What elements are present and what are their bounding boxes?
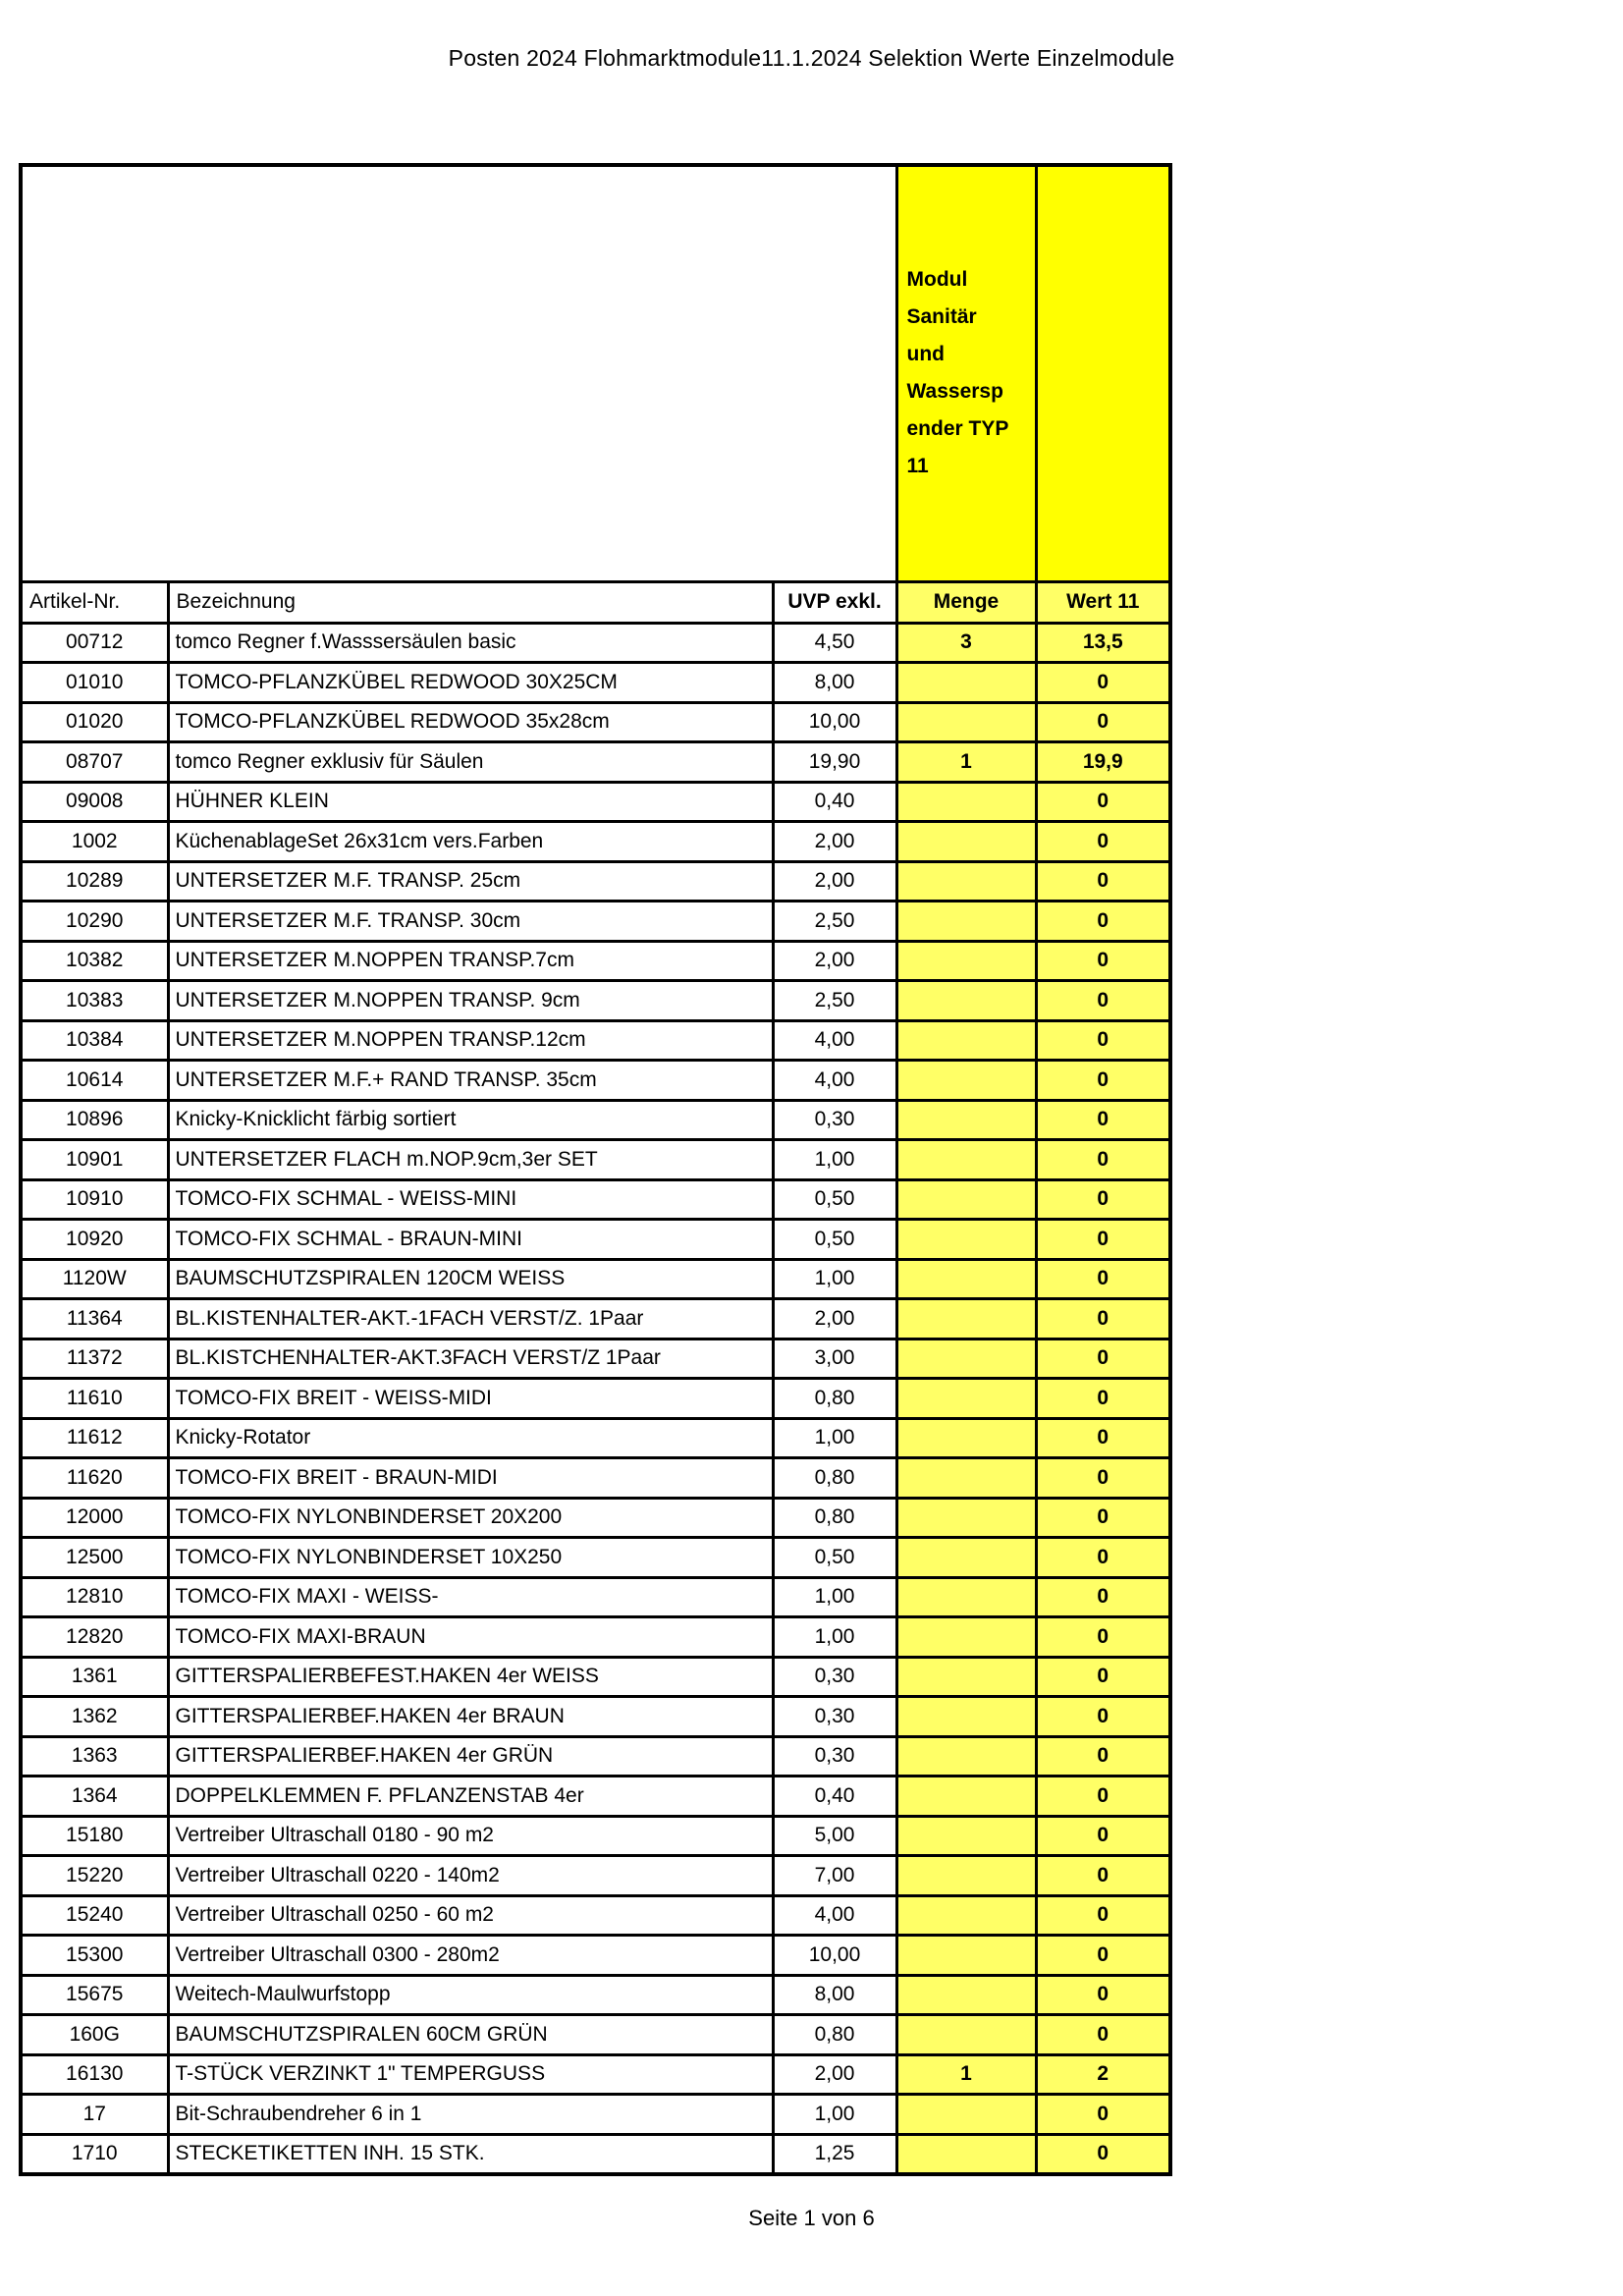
cell-uvp: 2,50 <box>773 902 896 942</box>
cell-artikel: 15675 <box>21 1975 168 2015</box>
cell-uvp: 10,00 <box>773 702 896 742</box>
cell-uvp: 0,30 <box>773 1697 896 1737</box>
cell-menge <box>896 861 1036 902</box>
col-header-wert: Wert 11 <box>1036 581 1170 623</box>
cell-bezeichnung: UNTERSETZER FLACH m.NOP.9cm,3er SET <box>168 1140 773 1180</box>
cell-bezeichnung: Knicky-Knicklicht färbig sortiert <box>168 1100 773 1140</box>
cell-menge <box>896 1577 1036 1617</box>
table-row <box>21 1498 1170 1538</box>
table-row <box>21 1736 1170 1777</box>
table-row <box>21 981 1170 1021</box>
cell-artikel: 1362 <box>21 1697 168 1737</box>
table-row <box>21 742 1170 783</box>
cell-bezeichnung: UNTERSETZER M.NOPPEN TRANSP.7cm <box>168 941 773 981</box>
cell-uvp: 1,00 <box>773 1140 896 1180</box>
cell-wert: 0 <box>1036 1140 1170 1180</box>
cell-menge <box>896 1816 1036 1856</box>
table-row <box>21 941 1170 981</box>
cell-wert: 0 <box>1036 1895 1170 1936</box>
table-row <box>21 1975 1170 2015</box>
module-header-line: Sanitär <box>906 305 977 329</box>
module-header-cell <box>896 165 1036 581</box>
cell-menge: 1 <box>896 2054 1036 2095</box>
cell-wert: 13,5 <box>1036 623 1170 663</box>
module-header-line: Wassersp <box>906 380 1003 404</box>
cell-artikel: 10901 <box>21 1140 168 1180</box>
cell-artikel: 1364 <box>21 1777 168 1817</box>
cell-wert: 0 <box>1036 1100 1170 1140</box>
cell-artikel: 10910 <box>21 1179 168 1220</box>
cell-wert: 0 <box>1036 1856 1170 1896</box>
table-row <box>21 1061 1170 1101</box>
cell-wert: 0 <box>1036 981 1170 1021</box>
table-row <box>21 1816 1170 1856</box>
cell-artikel: 1002 <box>21 822 168 862</box>
table-row <box>21 623 1170 663</box>
cell-bezeichnung: TOMCO-FIX NYLONBINDERSET 20X200 <box>168 1498 773 1538</box>
cell-uvp: 1,25 <box>773 2134 896 2174</box>
cell-uvp: 2,00 <box>773 941 896 981</box>
cell-artikel: 00712 <box>21 623 168 663</box>
table-row <box>21 1259 1170 1299</box>
cell-artikel: 10920 <box>21 1220 168 1260</box>
cell-artikel: 12500 <box>21 1538 168 1578</box>
cell-menge <box>896 1538 1036 1578</box>
cell-bezeichnung: TOMCO-FIX MAXI-BRAUN <box>168 1617 773 1658</box>
document-title: Posten 2024 Flohmarktmodule11.1.2024 Selektion Werte Einzelmodule <box>448 45 1175 71</box>
cell-wert: 0 <box>1036 1299 1170 1339</box>
cell-uvp: 0,80 <box>773 1458 896 1499</box>
cell-uvp: 0,30 <box>773 1100 896 1140</box>
cell-uvp: 0,80 <box>773 1379 896 1419</box>
cell-uvp: 0,40 <box>773 1777 896 1817</box>
module-band-row <box>21 165 1170 581</box>
cell-bezeichnung: T-STÜCK VERZINKT 1" TEMPERGUSS <box>168 2054 773 2095</box>
column-header-row <box>21 581 1170 623</box>
table-row <box>21 1418 1170 1458</box>
cell-menge: 1 <box>896 742 1036 783</box>
cell-artikel: 10382 <box>21 941 168 981</box>
table-row <box>21 1458 1170 1499</box>
cell-menge <box>896 1697 1036 1737</box>
cell-uvp: 2,00 <box>773 822 896 862</box>
cell-uvp: 0,80 <box>773 2015 896 2055</box>
cell-artikel: 1363 <box>21 1736 168 1777</box>
table-row <box>21 1020 1170 1061</box>
cell-menge <box>896 663 1036 703</box>
cell-menge <box>896 2095 1036 2135</box>
cell-wert: 0 <box>1036 1458 1170 1499</box>
cell-bezeichnung: Vertreiber Ultraschall 0250 - 60 m2 <box>168 1895 773 1936</box>
cell-artikel: 10896 <box>21 1100 168 1140</box>
cell-artikel: 15240 <box>21 1895 168 1936</box>
cell-bezeichnung: TOMCO-FIX SCHMAL - WEISS-MINI <box>168 1179 773 1220</box>
cell-artikel: 09008 <box>21 782 168 822</box>
table-row <box>21 1577 1170 1617</box>
cell-uvp: 4,00 <box>773 1895 896 1936</box>
cell-menge <box>896 702 1036 742</box>
table-row <box>21 2134 1170 2174</box>
cell-uvp: 19,90 <box>773 742 896 783</box>
table-row <box>21 2015 1170 2055</box>
cell-bezeichnung: tomco Regner f.Wasssersäulen basic <box>168 623 773 663</box>
cell-artikel: 12000 <box>21 1498 168 1538</box>
cell-bezeichnung: Knicky-Rotator <box>168 1418 773 1458</box>
table-row <box>21 1538 1170 1578</box>
cell-artikel: 1120W <box>21 1259 168 1299</box>
table-row <box>21 1100 1170 1140</box>
module-header-text <box>899 261 1034 485</box>
cell-menge <box>896 1061 1036 1101</box>
table-row <box>21 822 1170 862</box>
cell-artikel: 11364 <box>21 1299 168 1339</box>
cell-bezeichnung: KüchenablageSet 26x31cm vers.Farben <box>168 822 773 862</box>
cell-bezeichnung: TOMCO-FIX SCHMAL - BRAUN-MINI <box>168 1220 773 1260</box>
cell-uvp: 1,00 <box>773 1259 896 1299</box>
cell-artikel: 11372 <box>21 1339 168 1379</box>
table-row <box>21 1697 1170 1737</box>
cell-wert: 2 <box>1036 2054 1170 2095</box>
cell-artikel: 01010 <box>21 663 168 703</box>
cell-bezeichnung: GITTERSPALIERBEF.HAKEN 4er GRÜN <box>168 1736 773 1777</box>
cell-wert: 0 <box>1036 861 1170 902</box>
cell-artikel: 10614 <box>21 1061 168 1101</box>
cell-wert: 0 <box>1036 782 1170 822</box>
cell-wert: 0 <box>1036 1657 1170 1697</box>
cell-uvp: 2,00 <box>773 861 896 902</box>
cell-artikel: 10384 <box>21 1020 168 1061</box>
table-row <box>21 1777 1170 1817</box>
cell-bezeichnung: UNTERSETZER M.NOPPEN TRANSP. 9cm <box>168 981 773 1021</box>
cell-uvp: 1,00 <box>773 2095 896 2135</box>
col-header-artikel: Artikel-Nr. <box>21 581 168 623</box>
cell-wert: 0 <box>1036 1179 1170 1220</box>
module-header-line: ender TYP <box>906 417 1009 441</box>
cell-menge <box>896 1895 1036 1936</box>
cell-wert: 0 <box>1036 2134 1170 2174</box>
cell-wert: 0 <box>1036 1020 1170 1061</box>
cell-wert: 0 <box>1036 1816 1170 1856</box>
cell-wert: 0 <box>1036 902 1170 942</box>
cell-uvp: 4,00 <box>773 1061 896 1101</box>
cell-bezeichnung: Vertreiber Ultraschall 0220 - 140m2 <box>168 1856 773 1896</box>
cell-wert: 0 <box>1036 822 1170 862</box>
cell-menge <box>896 1259 1036 1299</box>
cell-bezeichnung: UNTERSETZER M.F. TRANSP. 30cm <box>168 902 773 942</box>
cell-bezeichnung: HÜHNER KLEIN <box>168 782 773 822</box>
cell-artikel: 10290 <box>21 902 168 942</box>
table-row <box>21 1220 1170 1260</box>
table-row <box>21 1379 1170 1419</box>
cell-artikel: 12820 <box>21 1617 168 1658</box>
cell-artikel: 11612 <box>21 1418 168 1458</box>
cell-uvp: 7,00 <box>773 1856 896 1896</box>
table-row <box>21 663 1170 703</box>
table-row <box>21 1140 1170 1180</box>
cell-bezeichnung: BL.KISTCHENHALTER-AKT.3FACH VERST/Z 1Paar <box>168 1339 773 1379</box>
cell-uvp: 3,00 <box>773 1339 896 1379</box>
cell-artikel: 01020 <box>21 702 168 742</box>
table-row <box>21 1936 1170 1976</box>
cell-uvp: 5,00 <box>773 1816 896 1856</box>
module-band-empty-cell <box>21 165 896 581</box>
inventory-table <box>19 163 1172 2176</box>
cell-uvp: 4,50 <box>773 623 896 663</box>
table-row <box>21 1339 1170 1379</box>
table-row <box>21 1299 1170 1339</box>
cell-menge <box>896 2134 1036 2174</box>
cell-uvp: 0,40 <box>773 782 896 822</box>
cell-uvp: 2,50 <box>773 981 896 1021</box>
cell-uvp: 2,00 <box>773 1299 896 1339</box>
cell-bezeichnung: Weitech-Maulwurfstopp <box>168 1975 773 2015</box>
cell-wert: 0 <box>1036 1339 1170 1379</box>
cell-menge <box>896 1179 1036 1220</box>
cell-menge <box>896 1856 1036 1896</box>
table-row <box>21 782 1170 822</box>
cell-artikel: 10383 <box>21 981 168 1021</box>
cell-menge <box>896 1299 1036 1339</box>
cell-bezeichnung: BAUMSCHUTZSPIRALEN 120CM WEISS <box>168 1259 773 1299</box>
cell-menge <box>896 902 1036 942</box>
cell-menge <box>896 1379 1036 1419</box>
cell-wert: 19,9 <box>1036 742 1170 783</box>
cell-artikel: 12810 <box>21 1577 168 1617</box>
cell-uvp: 2,00 <box>773 2054 896 2095</box>
cell-bezeichnung: UNTERSETZER M.F. TRANSP. 25cm <box>168 861 773 902</box>
cell-bezeichnung: Vertreiber Ultraschall 0300 - 280m2 <box>168 1936 773 1976</box>
cell-artikel: 15220 <box>21 1856 168 1896</box>
cell-uvp: 0,30 <box>773 1736 896 1777</box>
cell-artikel: 1710 <box>21 2134 168 2174</box>
cell-wert: 0 <box>1036 1538 1170 1578</box>
cell-wert: 0 <box>1036 941 1170 981</box>
cell-wert: 0 <box>1036 1418 1170 1458</box>
cell-artikel: 08707 <box>21 742 168 783</box>
cell-wert: 0 <box>1036 1777 1170 1817</box>
cell-menge <box>896 1220 1036 1260</box>
cell-bezeichnung: TOMCO-FIX BREIT - WEISS-MIDI <box>168 1379 773 1419</box>
cell-artikel: 10289 <box>21 861 168 902</box>
table-body <box>21 165 1170 2174</box>
table-row <box>21 861 1170 902</box>
cell-wert: 0 <box>1036 702 1170 742</box>
cell-menge <box>896 1936 1036 1976</box>
cell-wert: 0 <box>1036 2015 1170 2055</box>
cell-wert: 0 <box>1036 1061 1170 1101</box>
cell-uvp: 10,00 <box>773 1936 896 1976</box>
cell-bezeichnung: BAUMSCHUTZSPIRALEN 60CM GRÜN <box>168 2015 773 2055</box>
cell-menge <box>896 1657 1036 1697</box>
cell-menge: 3 <box>896 623 1036 663</box>
cell-bezeichnung: DOPPELKLEMMEN F. PFLANZENSTAB 4er <box>168 1777 773 1817</box>
cell-uvp: 4,00 <box>773 1020 896 1061</box>
cell-bezeichnung: tomco Regner exklusiv für Säulen <box>168 742 773 783</box>
cell-bezeichnung: GITTERSPALIERBEF.HAKEN 4er BRAUN <box>168 1697 773 1737</box>
cell-artikel: 160G <box>21 2015 168 2055</box>
cell-bezeichnung: UNTERSETZER M.F.+ RAND TRANSP. 35cm <box>168 1061 773 1101</box>
cell-menge <box>896 1140 1036 1180</box>
cell-bezeichnung: GITTERSPALIERBEFEST.HAKEN 4er WEISS <box>168 1657 773 1697</box>
cell-menge <box>896 1100 1036 1140</box>
cell-uvp: 8,00 <box>773 1975 896 2015</box>
cell-menge <box>896 1617 1036 1658</box>
module-header-line: Modul <box>906 268 968 292</box>
cell-artikel: 16130 <box>21 2054 168 2095</box>
cell-bezeichnung: Vertreiber Ultraschall 0180 - 90 m2 <box>168 1816 773 1856</box>
cell-uvp: 0,50 <box>773 1179 896 1220</box>
cell-bezeichnung: STECKETIKETTEN INH. 15 STK. <box>168 2134 773 2174</box>
cell-uvp: 0,50 <box>773 1538 896 1578</box>
cell-bezeichnung: TOMCO-FIX MAXI - WEISS- <box>168 1577 773 1617</box>
cell-bezeichnung: BL.KISTENHALTER-AKT.-1FACH VERST/Z. 1Paar <box>168 1299 773 1339</box>
cell-wert: 0 <box>1036 1379 1170 1419</box>
cell-menge <box>896 1418 1036 1458</box>
cell-menge <box>896 1777 1036 1817</box>
cell-bezeichnung: Bit-Schraubendreher 6 in 1 <box>168 2095 773 2135</box>
cell-wert: 0 <box>1036 1259 1170 1299</box>
cell-wert: 0 <box>1036 2095 1170 2135</box>
cell-uvp: 0,80 <box>773 1498 896 1538</box>
cell-wert: 0 <box>1036 1577 1170 1617</box>
table-row <box>21 902 1170 942</box>
col-header-uvp: UVP exkl. <box>773 581 896 623</box>
table-row <box>21 1856 1170 1896</box>
cell-menge <box>896 941 1036 981</box>
cell-uvp: 1,00 <box>773 1617 896 1658</box>
cell-wert: 0 <box>1036 1975 1170 2015</box>
col-header-menge: Menge <box>896 581 1036 623</box>
col-header-bezeichnung: Bezeichnung <box>168 581 773 623</box>
table-row <box>21 2095 1170 2135</box>
cell-artikel: 15180 <box>21 1816 168 1856</box>
cell-bezeichnung: TOMCO-FIX NYLONBINDERSET 10X250 <box>168 1538 773 1578</box>
cell-menge <box>896 1975 1036 2015</box>
cell-menge <box>896 1736 1036 1777</box>
table-row <box>21 1657 1170 1697</box>
cell-artikel: 11620 <box>21 1458 168 1499</box>
table-row <box>21 702 1170 742</box>
cell-artikel: 17 <box>21 2095 168 2135</box>
cell-bezeichnung: TOMCO-PFLANZKÜBEL REDWOOD 30X25CM <box>168 663 773 703</box>
cell-artikel: 1361 <box>21 1657 168 1697</box>
cell-wert: 0 <box>1036 1736 1170 1777</box>
table-row <box>21 1179 1170 1220</box>
cell-menge <box>896 2015 1036 2055</box>
cell-uvp: 1,00 <box>773 1577 896 1617</box>
table-row <box>21 1617 1170 1658</box>
cell-wert: 0 <box>1036 1697 1170 1737</box>
cell-bezeichnung: TOMCO-PFLANZKÜBEL REDWOOD 35x28cm <box>168 702 773 742</box>
table-row <box>21 1895 1170 1936</box>
cell-menge <box>896 782 1036 822</box>
cell-uvp: 0,50 <box>773 1220 896 1260</box>
cell-uvp: 8,00 <box>773 663 896 703</box>
cell-menge <box>896 1498 1036 1538</box>
cell-menge <box>896 1458 1036 1499</box>
cell-menge <box>896 822 1036 862</box>
cell-bezeichnung: UNTERSETZER M.NOPPEN TRANSP.12cm <box>168 1020 773 1061</box>
cell-wert: 0 <box>1036 1617 1170 1658</box>
cell-menge <box>896 1020 1036 1061</box>
cell-menge <box>896 1339 1036 1379</box>
cell-wert: 0 <box>1036 1498 1170 1538</box>
cell-artikel: 15300 <box>21 1936 168 1976</box>
module-header-line: und <box>906 343 945 366</box>
page-footer: Seite 1 von 6 <box>748 2206 875 2230</box>
cell-wert: 0 <box>1036 663 1170 703</box>
module-band-wert-cell <box>1036 165 1170 581</box>
cell-wert: 0 <box>1036 1936 1170 1976</box>
cell-uvp: 1,00 <box>773 1418 896 1458</box>
cell-wert: 0 <box>1036 1220 1170 1260</box>
cell-bezeichnung: TOMCO-FIX BREIT - BRAUN-MIDI <box>168 1458 773 1499</box>
table-row <box>21 2054 1170 2095</box>
module-header-line: 11 <box>906 455 929 478</box>
cell-artikel: 11610 <box>21 1379 168 1419</box>
cell-menge <box>896 981 1036 1021</box>
cell-uvp: 0,30 <box>773 1657 896 1697</box>
